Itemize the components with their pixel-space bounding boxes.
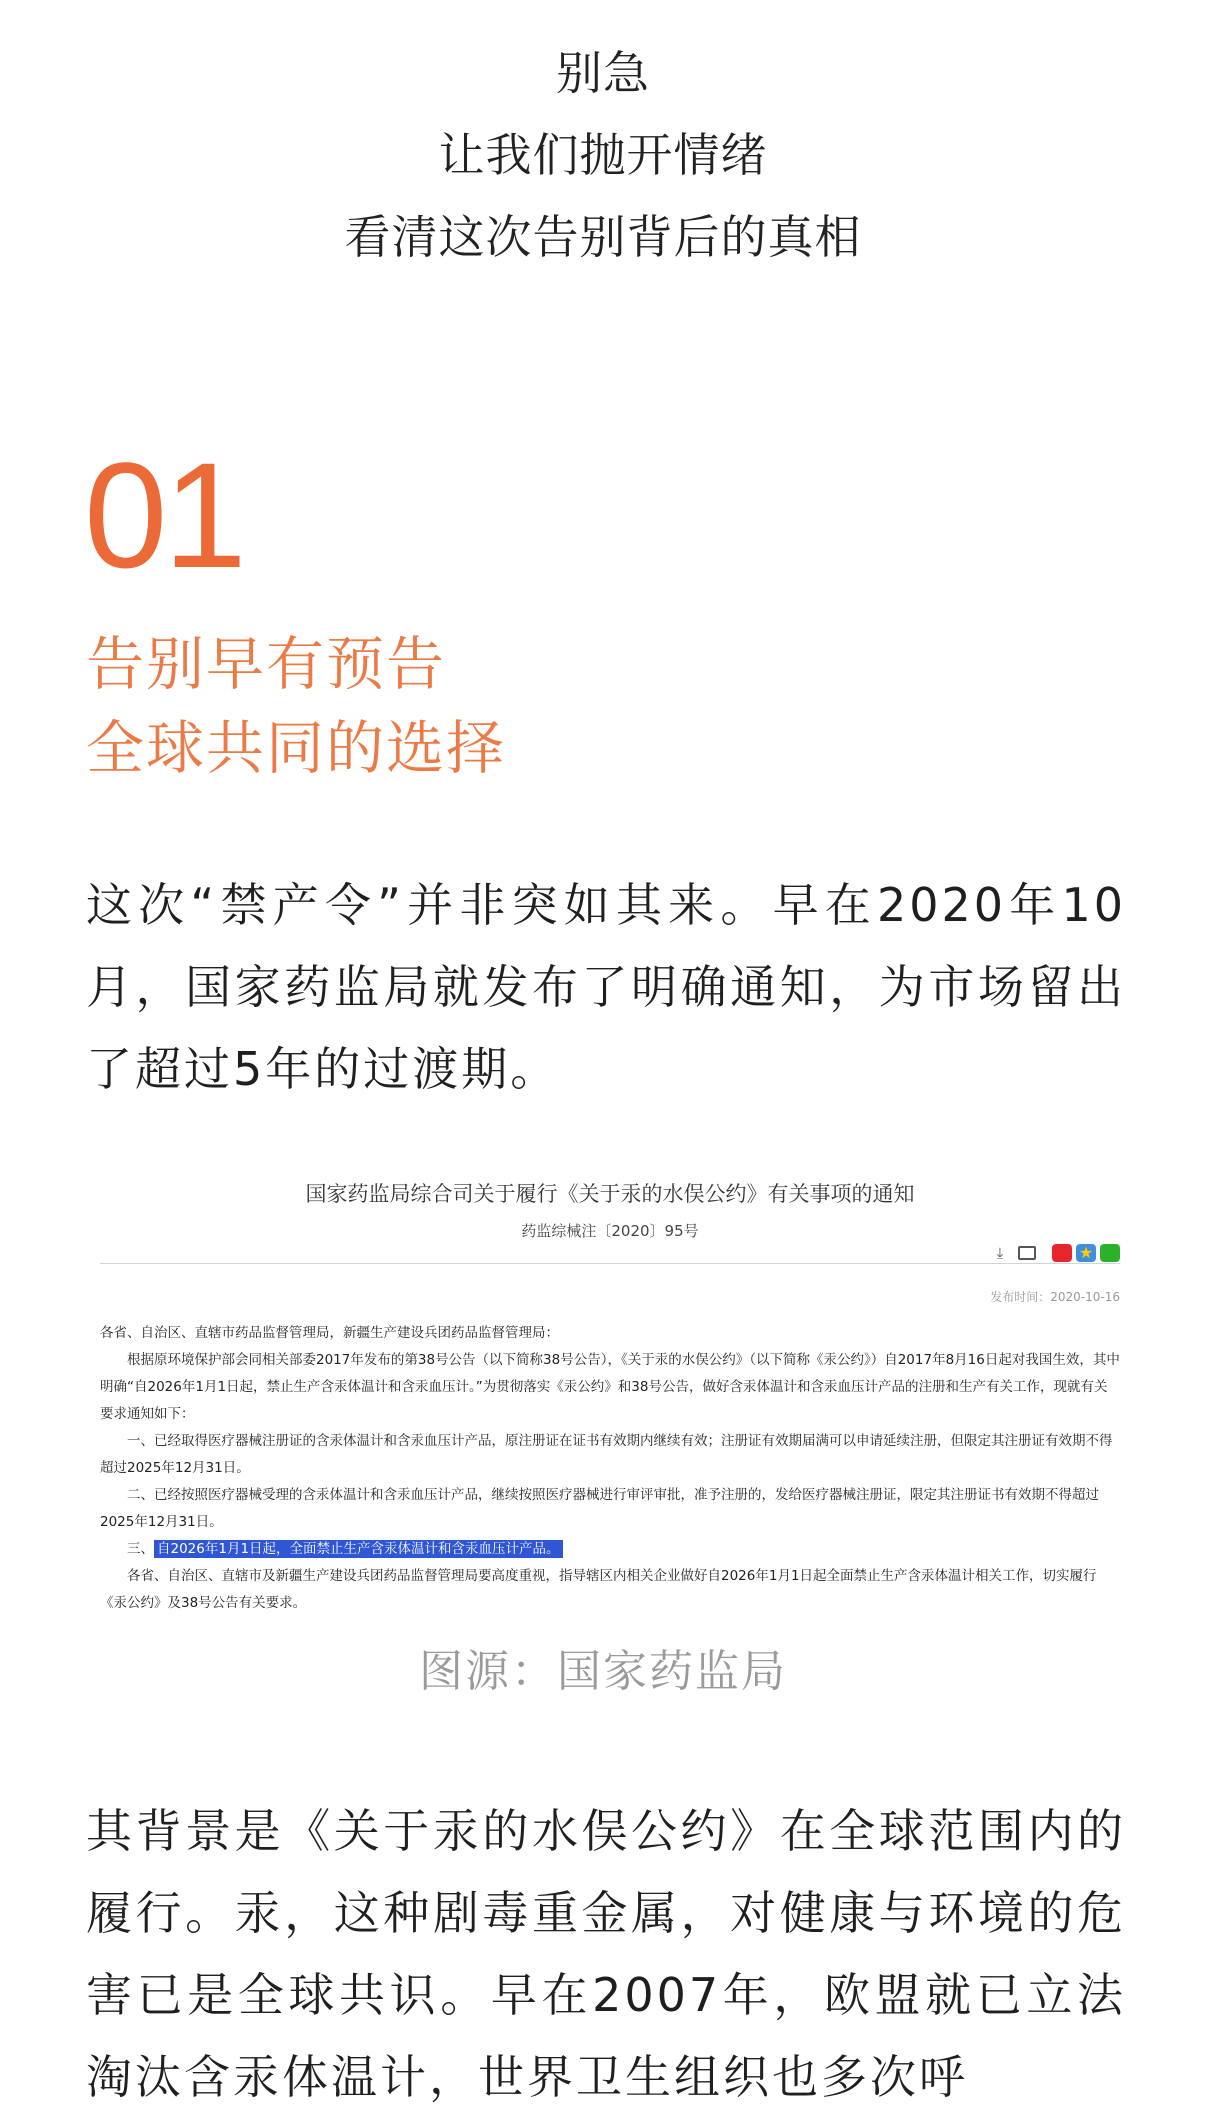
intro-line-1: 别急 — [556, 46, 650, 100]
section-number: 01 — [84, 431, 243, 599]
weibo-icon — [1052, 1244, 1072, 1262]
image-caption: 图源：国家药监局 — [419, 1646, 787, 1697]
divider — [100, 1263, 1120, 1264]
print-icon — [1018, 1246, 1036, 1260]
notice-closing: 各省、自治区、直辖市及新疆生产建设兵团药品监督管理局要高度重视，指导辖区内相关企业做好自2026年1月1日起全面禁止生产含汞体温计相关工作，切实履行《汞公约》及38号公告有关要求。 — [100, 1568, 1097, 1611]
notice-item-3-prefix: 三、 — [127, 1541, 154, 1557]
intro-line-2: 让我们抛开情绪 — [438, 128, 768, 182]
section-title-line-2: 全球共同的选择 — [86, 714, 507, 782]
notice-body — [100, 1320, 1120, 1617]
notice-salutation: 各省、自治区、直辖市药品监督管理局，新疆生产建设兵团药品监督管理局： — [100, 1325, 559, 1341]
notice-number: 药监综械注〔2020〕95号 — [521, 1222, 699, 1240]
highlighted-text: 自2026年1月1日起，全面禁止生产含汞体温计和含汞血压计产品。 — [154, 1540, 563, 1558]
paragraph-2: 其背景是《关于汞的水俣公约》在全球范围内的履行。汞，这种剧毒重金属，对健康与环境的危害已是全球共识。早在2007年，欧盟就已立法淘汰含汞体温计，世界卫生组织也多次呼 — [86, 1804, 1126, 2104]
notice-item-1: 一、已经取得医疗器械注册证的含汞体温计和含汞血压计产品，原注册证在证书有效期内继续有效；注册证有效期届满可以申请延续注册，但限定其注册证有效期不得超过2025年12月31日。 — [100, 1433, 1113, 1476]
section-title — [86, 622, 506, 790]
intro-line-3: 看清这次告别背后的真相 — [344, 210, 862, 264]
wechat-icon — [1100, 1244, 1120, 1262]
notice-document-image — [100, 1160, 1120, 1620]
notice-title: 国家药监局综合司关于履行《关于汞的水俣公约》有关事项的通知 — [305, 1182, 915, 1206]
publish-date: 发布时间：2020-10-16 — [990, 1290, 1120, 1304]
download-icon: ⤓ — [996, 1244, 1004, 1262]
notice-item-3 — [100, 1536, 1120, 1563]
paragraph-1: 这次“禁产令”并非突如其来。早在2020年10月，国家药监局就发布了明确通知，为市场留出了超过5年的过渡期。 — [86, 878, 1126, 1096]
intro-block — [0, 32, 1206, 278]
qzone-icon: ★ — [1076, 1244, 1096, 1262]
notice-paragraph: 根据原环境保护部会同相关部委2017年发布的第38号公告（以下简称38号公告），《关于汞的水俣公约》（以下简称《汞公约》）自2017年8月16日起对我国生效，其中明确“自2026年1月1日起，禁止生产含汞体温计和含汞血压计。”为贯彻落实《汞公约》和38号公告，做好含汞体温计和含汞血压计产品的注册和生产有关工作，现就有关要求通知如下： — [100, 1352, 1120, 1422]
share-toolbar — [990, 1244, 1120, 1262]
notice-item-2: 二、已经按照医疗器械受理的含汞体温计和含汞血压计产品，继续按照医疗器械进行审评审批，准予注册的，发给医疗器械注册证，限定其注册证书有效期不得超过2025年12月31日。 — [100, 1487, 1099, 1530]
section-title-line-1: 告别早有预告 — [86, 630, 447, 698]
